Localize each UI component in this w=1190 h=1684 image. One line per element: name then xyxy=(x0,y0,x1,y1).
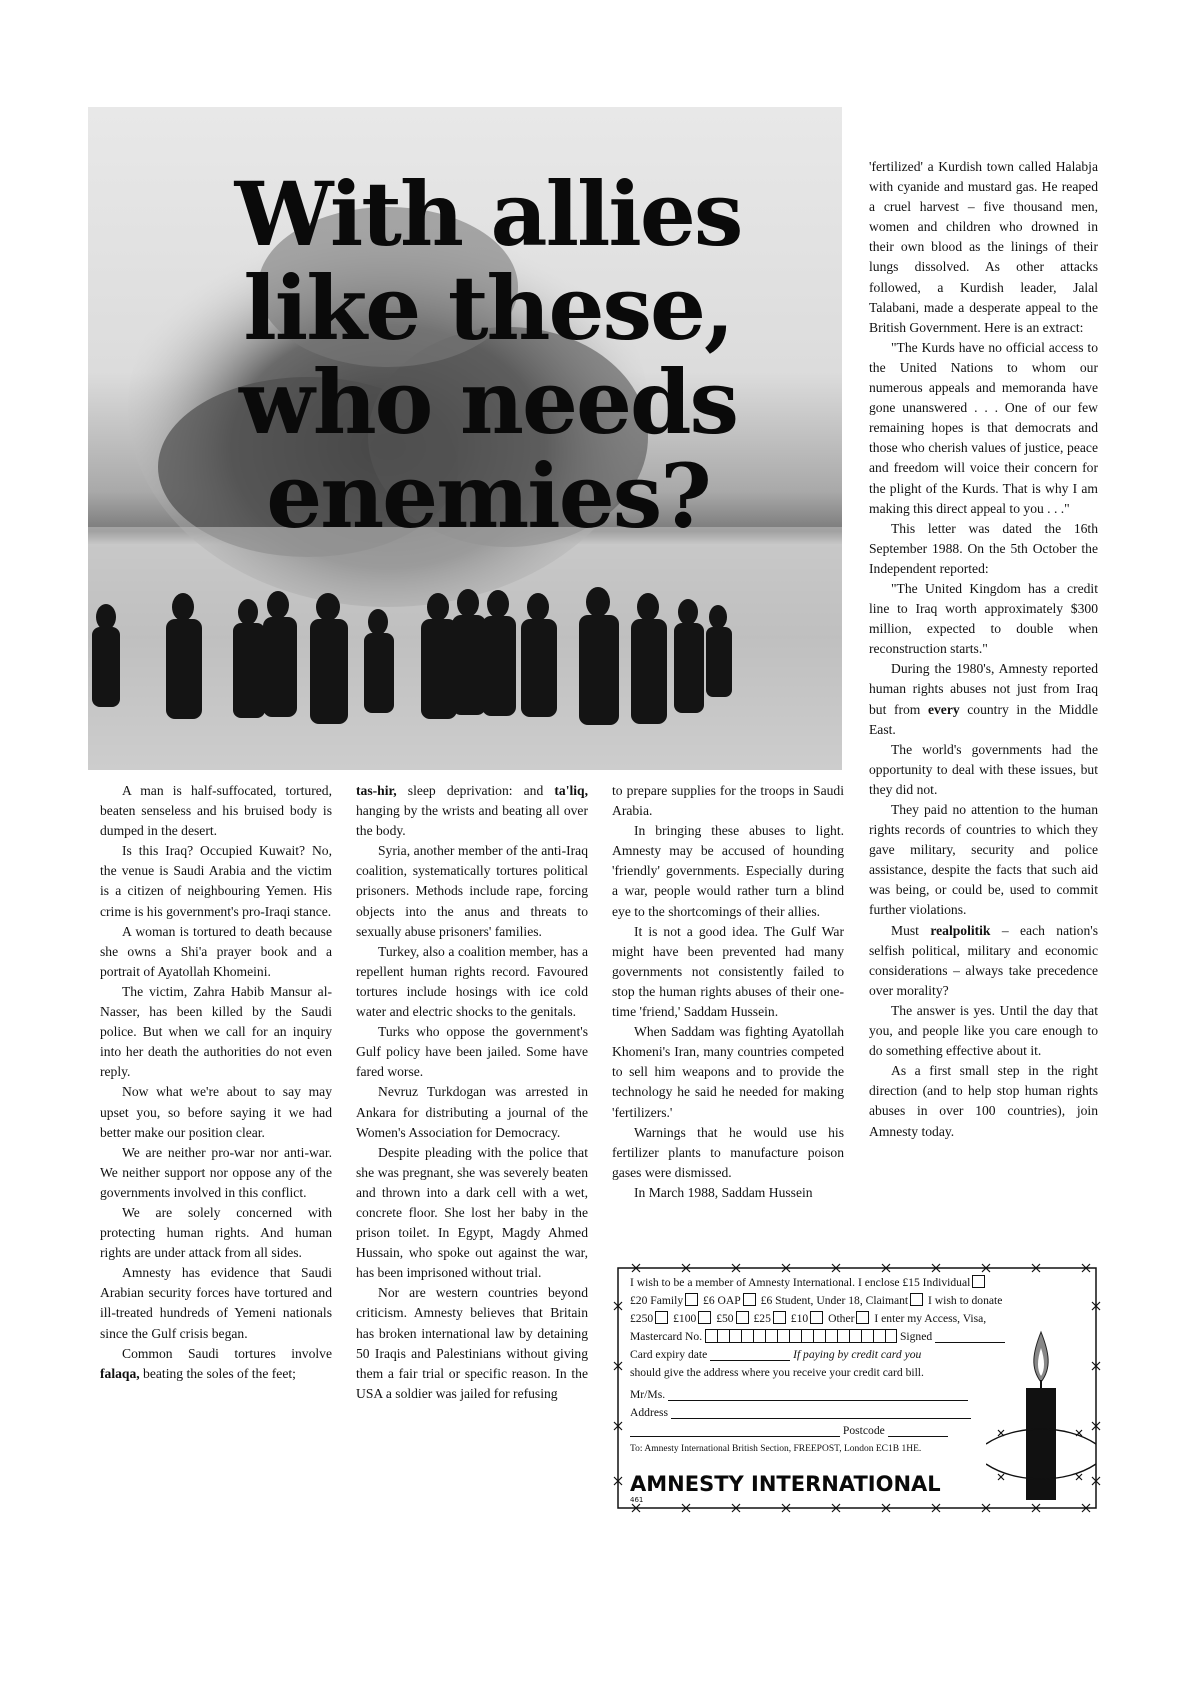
paragraph: This letter was dated the 16th September 1988. On the 5th October the Independent reported: xyxy=(869,520,1098,576)
text-run: country in the Middle East. xyxy=(869,701,1098,737)
coupon-form xyxy=(630,1274,1003,1458)
postcode-label: Postcode xyxy=(842,1424,885,1437)
headline-line: enemies? xyxy=(266,444,710,548)
individual-checkbox[interactable] xyxy=(972,1275,985,1288)
donate-label: I wish to donate xyxy=(928,1294,1003,1307)
paragraph: It is not a good idea. The Gulf War might have been prevented had many governments not consistently failed to stop the human rights abuses of their one-time 'friend,' Saddam Hussein. xyxy=(612,923,844,1020)
coupon-row xyxy=(630,1346,990,1364)
text-run: – each nation's selfish political, military and economic considerations – always take precedence over morality? xyxy=(869,922,1099,998)
oap-checkbox[interactable] xyxy=(743,1293,756,1306)
paragraph: The answer is yes. Until the day that you, and people like you care enough to do something effective about it. xyxy=(869,1002,1098,1059)
donate-50-checkbox[interactable] xyxy=(736,1311,749,1324)
paragraph: Syria, another member of the anti-Iraq coalition, systematically tortures political prisoners. Methods include rape, forcing objects into the anus and threats to sexually abuse prisoners' families. xyxy=(356,843,588,939)
paragraph: Turkey, also a coalition member, has a repellent human rights record. Favoured tortures include hosings with ice cold water and electric shocks to the genitals. xyxy=(356,943,588,1020)
paragraph xyxy=(869,659,1098,739)
donate-25-checkbox[interactable] xyxy=(773,1311,786,1324)
coupon-row xyxy=(630,1310,990,1328)
address-field[interactable] xyxy=(671,1406,971,1419)
text-run: During the 1980's, Amnesty reported human rights abuses not just from Iraq but from xyxy=(869,661,1098,717)
coupon-row xyxy=(630,1386,990,1404)
paragraph: When Saddam was fighting Ayatollah Khomeni's Iran, many countries competed to sell him weapons and to provide the technology he said he needed for making 'fertilizers.' xyxy=(612,1024,844,1120)
paragraph: A man is half-suffocated, tortured, beaten senseless and his bruised body is dumped in the desert. xyxy=(100,783,332,839)
candle-barbed-wire-icon xyxy=(986,1324,1096,1504)
donate-10-checkbox[interactable] xyxy=(810,1311,823,1324)
family-label: £20 Family xyxy=(630,1294,684,1307)
postcode-field[interactable] xyxy=(888,1424,948,1437)
address-field-2[interactable] xyxy=(630,1424,840,1437)
text-run: beating the soles of the feet; xyxy=(139,1365,296,1381)
paragraph: Nevruz Turkdogan was arrested in Ankara for distributing a journal of the Women's Association for Democracy. xyxy=(356,1084,588,1140)
membership-text: I wish to be a member of Amnesty International. I enclose £15 Individual xyxy=(630,1276,971,1289)
family-checkbox[interactable] xyxy=(685,1293,698,1306)
coupon-row xyxy=(630,1328,990,1346)
ad-code: 461 xyxy=(630,1496,644,1504)
text-run: sleep deprivation: and xyxy=(396,783,555,798)
text-run: Must xyxy=(891,922,931,938)
body-column-3 xyxy=(612,781,844,1203)
paragraph: "The United Kingdom has a credit line to Iraq worth approximately $300 million, expected to double when reconstruction starts." xyxy=(869,580,1098,657)
oap-label: £6 OAP xyxy=(703,1294,741,1307)
expiry-field[interactable] xyxy=(710,1348,790,1361)
bold-term: ta'liq, xyxy=(554,783,588,798)
body-column-2 xyxy=(356,781,588,1404)
paragraph xyxy=(100,1344,332,1384)
paragraph: 'fertilized' a Kurdish town called Halabja with cyanide and mustard gas. He reaped a cruel harvest – five thousand men, women and children who drowned in their own blood as the linings of their lungs dissolved. As other attacks followed, a Kurdish leader, Jalal Talabani, made a desperate appeal to the British Government. Here is an extract: xyxy=(869,159,1098,335)
paragraph: A woman is tortured to death because she owns a Shi'a prayer book and a portrait of Ayatollah Khomeini. xyxy=(100,923,332,979)
paragraph: "The Kurds have no official access to the United Nations to whom our numerous appeals and memoranda have gone unanswered . . . One of our few remaining hopes is that democrats and those who cherish values of justice, peace and freedom will voice their concern for the plight of the Kurds. That is why I am making this direct appeal to you . . ." xyxy=(869,339,1098,516)
student-label: £6 Student, Under 18, Claimant xyxy=(760,1294,909,1307)
bold-term: realpolitik xyxy=(930,922,991,938)
bold-term: tas-hir, xyxy=(356,783,397,798)
paragraph: Turks who oppose the government's Gulf policy have been jailed. Some have fared worse. xyxy=(356,1024,588,1080)
donate-50-label: £50 xyxy=(716,1312,734,1325)
bold-term: every xyxy=(927,701,960,717)
paragraph: Is this Iraq? Occupied Kuwait? No, the venue is Saudi Arabia and the victim is a citizen of neighbouring Yemen. His crime is his government's pro-Iraqi stance. xyxy=(100,843,332,919)
headline xyxy=(148,162,828,548)
headline-line: like these, xyxy=(243,256,733,360)
paragraph: They paid no attention to the human rights records of countries to which they gave military, security and police assistance, despite the facts that such aid was being, or could be, used to commit further violations. xyxy=(869,802,1098,918)
coupon-row xyxy=(630,1422,990,1440)
headline-line: With allies xyxy=(234,162,742,266)
donate-100-label: £100 xyxy=(673,1312,697,1325)
donate-25-label: £25 xyxy=(753,1312,771,1325)
coupon-row xyxy=(630,1404,990,1422)
paragraph: In bringing these abuses to light. Amnesty may be accused of hounding 'friendly' governments. Especially during a war, people would rather turn a blind eye to the shortcomings of their allies. xyxy=(612,823,844,919)
expiry-label: Card expiry date xyxy=(630,1348,708,1361)
donate-250-label: £250 xyxy=(630,1312,654,1325)
paragraph: Despite pleading with the police that she was pregnant, she was severely beaten and thrown into a dark cell with a wet, concrete floor. She lost her baby in the prison toilet. In Egypt, Magdy Ahmed Hussain, who spoke out against the war, has been imprisoned without trial. xyxy=(356,1144,588,1281)
paragraph: We are neither pro-war nor anti-war. We neither support nor oppose any of the governments involved in this conflict. xyxy=(100,1144,332,1200)
paragraph: We are solely concerned with protecting human rights. And human rights are under attack from all sides. xyxy=(100,1204,332,1261)
signed-label: Signed xyxy=(899,1330,933,1343)
coupon-row xyxy=(630,1274,990,1292)
membership-coupon xyxy=(612,1262,1102,1514)
bold-term: falaqa, xyxy=(100,1365,140,1381)
paragraph xyxy=(869,921,1098,1001)
amnesty-logo-text: AMNESTY INTERNATIONAL xyxy=(630,1472,941,1496)
donate-100-checkbox[interactable] xyxy=(698,1311,711,1324)
hero-photo xyxy=(88,107,842,770)
paragraph: The victim, Zahra Habib Mansur al-Nasser, has been killed by the Saudi police. But when we call for an inquiry into her death the authorities do not even reply. xyxy=(100,983,332,1080)
card-number-label: Mastercard No. xyxy=(630,1330,703,1343)
freepost-address: To: Amnesty International British Section, FREEPOST, London EC1B 1HE. xyxy=(630,1444,922,1454)
paragraph: Amnesty has evidence that Saudi Arabian security forces have tortured and ill-treated hundreds of Yemeni nationals since the Gulf crisis began. xyxy=(100,1265,332,1341)
student-checkbox[interactable] xyxy=(910,1293,923,1306)
paragraph: In March 1988, Saddam Hussein xyxy=(634,1184,813,1200)
donate-other-label: Other xyxy=(828,1312,855,1325)
donate-10-label: £10 xyxy=(790,1312,809,1325)
credit-card-note: If paying by credit card you xyxy=(793,1348,922,1361)
paragraph: As a first small step in the right direction (and to help stop human rights abuses in over 100 countries), join Amnesty today. xyxy=(869,1063,1098,1139)
card-number-field[interactable] xyxy=(705,1329,897,1343)
body-column-4 xyxy=(869,157,1098,1142)
name-field[interactable] xyxy=(668,1388,968,1401)
coupon-row xyxy=(630,1292,1003,1310)
headline-line: who needs xyxy=(238,350,738,454)
address-label: Address xyxy=(630,1406,668,1419)
paragraph: to prepare supplies for the troops in Saudi Arabia. xyxy=(612,783,844,819)
paragraph: Now what we're about to say may upset you, so before saying it we had better make our position clear. xyxy=(100,1084,332,1140)
paragraph xyxy=(356,781,588,841)
name-label: Mr/Ms. xyxy=(630,1388,666,1401)
coupon-row xyxy=(630,1364,990,1382)
body-column-1 xyxy=(100,781,332,1384)
paragraph: Nor are western countries beyond criticism. Amnesty believes that Britain has broken international law by detaining 50 Iraqis and Palestinians without giving them a fair trial or specific reason. In the USA a soldier was jailed for refusing xyxy=(356,1285,588,1401)
donate-250-checkbox[interactable] xyxy=(655,1311,668,1324)
address-note: should give the address where you receive your credit card bill. xyxy=(630,1366,924,1379)
coupon-row xyxy=(630,1440,990,1458)
card-text: I enter my Access, Visa, xyxy=(874,1312,987,1325)
paragraph: Warnings that he would use his fertilizer plants to manufacture poison gases were dismissed. xyxy=(612,1124,844,1180)
donate-other-checkbox[interactable] xyxy=(856,1311,869,1324)
paragraph: The world's governments had the opportunity to deal with these issues, but they did not. xyxy=(869,741,1098,797)
text-run: hanging by the wrists and beating all over the body. xyxy=(356,803,588,839)
text-run: Common Saudi tortures involve xyxy=(122,1345,332,1361)
